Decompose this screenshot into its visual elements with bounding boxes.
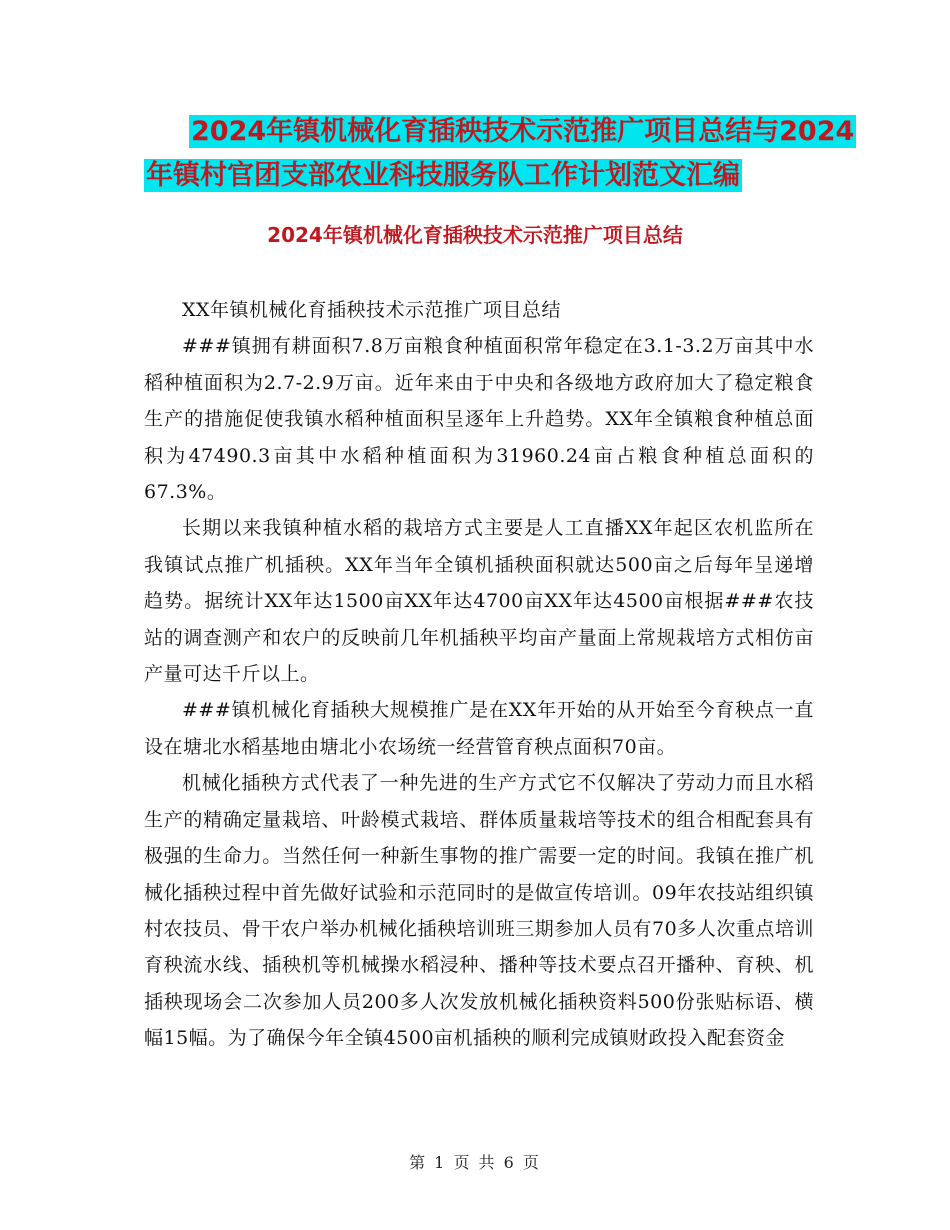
paragraph: 长期以来我镇种植水稻的栽培方式主要是人工直播XX年起区农机监所在我镇试点推广机插秧。XX年当年全镇机插秧面积就达500亩之后每年呈递增趋势。据统计XX年达1500亩XX年达4700亩XX年达4500亩根据###农技站的调查测产和农户的反映前几年机插秧平均亩产量面上常规栽培方式相仿亩产量可达千斤以上。 xyxy=(144,517,814,686)
main-title-line-1 xyxy=(189,110,856,154)
paragraph: ###镇拥有耕面积7.8万亩粮食种植面积常年稳定在3.1-3.2万亩其中水稻种植面积为2.7-2.9万亩。近年来由于中央和各级地方政府加大了稳定粮食生产的措施促使我镇水稻种植面积呈逐年上升趋势。XX年全镇粮食种植总面积为47490.3亩其中水稻种植面积为31960.24亩占粮食种植总面积的67.3%。 xyxy=(144,335,814,504)
page-footer: 第 1 页 共 6 页 xyxy=(409,1153,541,1172)
paragraph: ###镇机械化育插秧大规模推广是在XX年开始的从开始至今育秧点一直设在塘北水稻基地由塘北小农场统一经营管育秧点面积70亩。 xyxy=(144,699,814,758)
main-title-line-2 xyxy=(144,154,742,198)
document-body xyxy=(144,292,814,1057)
main-title-line-1-text: 2024年镇机械化育插秧技术示范推广项目总结与2024 xyxy=(191,116,855,147)
section-title: 2024年镇机械化育插秧技术示范推广项目总结 xyxy=(267,223,683,247)
paragraph: XX年镇机械化育插秧技术示范推广项目总结 xyxy=(182,299,562,321)
main-title-line-2-text: 年镇村官团支部农业科技服务队工作计划范文汇编 xyxy=(146,160,740,191)
paragraph: 机械化插秧方式代表了一种先进的生产方式它不仅解决了劳动力而且水稻生产的精确定量栽培、叶龄模式栽培、群体质量栽培等技术的组合相配套具有极强的生命力。当然任何一种新生事物的推广需要一定的时间。我镇在推广机械化插秧过程中首先做好试验和示范同时的是做宣传培训。09年农技站组织镇村农技员、骨干农户举办机械化插秧培训班三期参加人员有70多人次重点培训育秧流水线、插秧机等机械操水稻浸种、播种等技术要点召开播种、育秧、机插秧现场会二次参加人员200多人次发放机械化插秧资料500份张贴标语、横幅15幅。为了确保今年全镇4500亩机插秧的顺利完成镇财政投入配套资金 xyxy=(144,772,814,1050)
